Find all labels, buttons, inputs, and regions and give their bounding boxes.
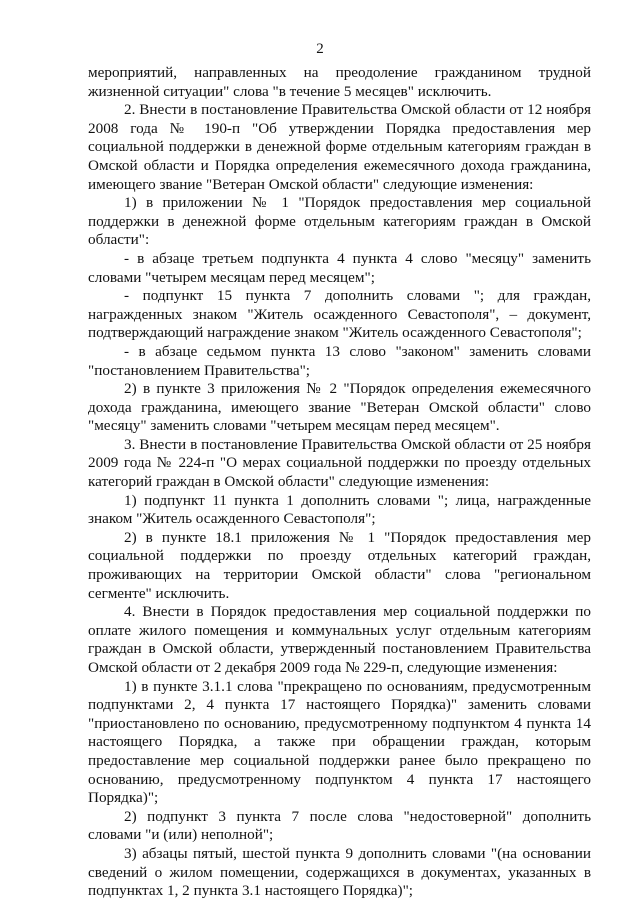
- paragraph-item-2-1: 1) в приложении № 1 "Порядок предоставления мер социальной поддержки в денежной форме отдельным категориям граждан в Омской области":: [88, 194, 591, 249]
- paragraph-item-2-2: 2) в пункте 3 приложения № 2 "Порядок определения ежемесячного дохода гражданина, имеющего звание "Ветеран Омской области" слово "месяцу" заменить словами "четырем месяцам перед месяцем".: [88, 380, 591, 435]
- paragraph-item-2-1-a: - в абзаце третьем подпункта 4 пункта 4 слово "месяцу" заменить словами "четырем месяцам перед месяцем";: [88, 249, 591, 286]
- paragraph-continuation: мероприятий, направленных на преодоление гражданином трудной жизненной ситуации" слова "в течение 5 месяцев" исключить.: [88, 64, 591, 100]
- paragraph-item-3: 3. Внести в постановление Правительства Омской области от 25 ноября 2009 года № 224-п "О мерах социальной поддержки по проезду отдельных категорий граждан в Омской области" следующие изменения:: [88, 435, 591, 491]
- paragraph-item-2-1-b: - подпункт 15 пункта 7 дополнить словами "; для граждан, награжденных знаком "Житель осажденного Севастополя", – документ, подтверждающий награждение знаком "Житель осажденного Севастополя";: [88, 287, 591, 342]
- paragraph-item-3-2: 2) в пункте 18.1 приложения № 1 "Порядок предоставления мер социальной поддержки по проезду отдельных категорий граждан, проживающих на территории Омской области" слова "региональном сегменте" исключить.: [88, 528, 591, 602]
- paragraph-item-4: 4. Внести в Порядок предоставления мер социальной поддержки по оплате жилого помещения и коммунальных услуг отдельным категориям граждан в Омской области, утвержденный постановлением Правительства Омской области от 2 декабря 2009 года № 229-п, следующие изменения:: [88, 603, 591, 676]
- document-body: [88, 64, 591, 901]
- paragraph-item-2: 2. Внести в постановление Правительства Омской области от 12 ноября 2008 года № 190-п "Об утверждении Порядка предоставления мер социальной поддержки в денежной форме отдельным категориям граждан в Омской области и Порядка определения ежемесячного дохода гражданина, имеющего звание "Ветеран Омской области" следующие изменения:: [88, 101, 591, 193]
- paragraph-item-4-3: 3) абзацы пятый, шестой пункта 9 дополнить словами "(на основании сведений о жилом помещении, содержащихся в документах, указанных в подпунктах 1, 2 пункта 3.1 настоящего Порядка)";: [88, 844, 591, 900]
- paragraph-item-4-1: 1) в пункте 3.1.1 слова "прекращено по основаниям, предусмотренным подпунктами 2, 4 пункта 17 настоящего Порядка)" заменить словами "приостановлено по основанию, предусмотренному подпунктом 4 пункта 14 настоящего Порядка, а также при обращении граждан, которым предоставление мер социальной поддержки ранее было прекращено по основанию, предусмотренному подпунктом 4 пункта 17 настоящего Порядка)";: [88, 677, 591, 807]
- paragraph-item-4-2: 2) подпункт 3 пункта 7 после слова "недостоверной" дополнить словами "и (или) неполной";: [88, 807, 591, 844]
- page-number: 2: [316, 41, 324, 57]
- paragraph-item-2-1-c: - в абзаце седьмом пункта 13 слово "законом" заменить словами "постановлением Правительства";: [88, 342, 591, 379]
- paragraph-item-3-1: 1) подпункт 11 пункта 1 дополнить словами "; лица, награжденные знаком "Житель осажденного Севастополя";: [88, 491, 591, 528]
